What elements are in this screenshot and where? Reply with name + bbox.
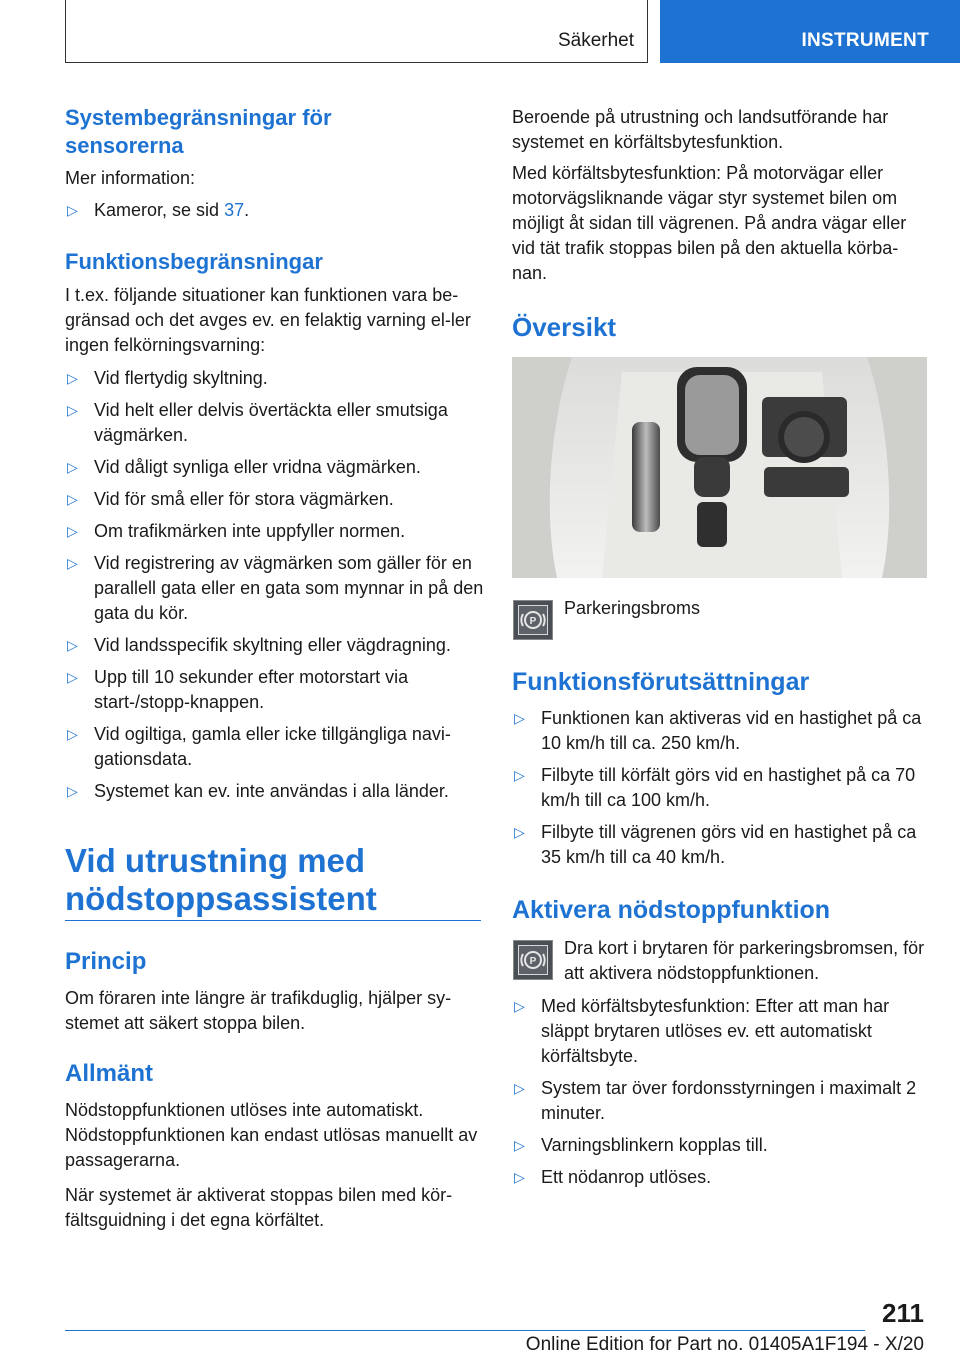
triangle-bullet-icon: ▷	[67, 523, 78, 539]
activate-instruction-text: Dra kort i brytaren för parkeringsbromsen, för att aktivera nödstoppfunktionen.	[564, 938, 925, 983]
function-limits-list	[65, 366, 485, 804]
list-item: ▷ Filbyte till körfält görs vid en hastighet på ca 70 km/h till ca 100 km/h.	[514, 765, 916, 810]
center-console-illustration	[512, 357, 927, 578]
heading-overview: Översikt	[512, 312, 617, 342]
header-chapter-tab	[660, 0, 960, 63]
triangle-bullet-icon: ▷	[67, 555, 78, 571]
triangle-bullet-icon: ▷	[514, 824, 525, 840]
principle-text: Om föraren inte längre är trafikduglig, hjälper sy-stemet att säkert stoppa bilen.	[65, 988, 452, 1033]
list-item: ▷ Systemet kan ev. inte användas i alla länder.	[65, 779, 485, 804]
page-number: 211	[882, 1298, 924, 1328]
triangle-bullet-icon: ▷	[67, 491, 78, 507]
triangle-bullet-icon: ▷	[514, 1080, 525, 1096]
svg-text:P: P	[529, 616, 537, 627]
triangle-bullet-icon: ▷	[67, 669, 78, 685]
list-item: ▷ Filbyte till vägrenen görs vid en hastighet på ca 35 km/h till ca 40 km/h.	[514, 822, 917, 867]
general-text-2: När systemet är aktiverat stoppas bilen med kör-fältsguidning i det egna körfältet.	[65, 1185, 453, 1230]
triangle-bullet-icon: ▷	[514, 1169, 525, 1185]
header-chapter-label: INSTRUMENT	[801, 30, 929, 51]
parking-brake-icon	[513, 600, 553, 640]
parking-brake-symbol-icon	[519, 946, 547, 974]
activation-effects-list	[512, 994, 926, 1190]
list-item: ▷ Varningsblinkern kopplas till.	[512, 1133, 926, 1158]
footer-divider	[65, 1330, 865, 1331]
list-item: ▷ System tar över fordonsstyrningen i maximalt 2 minuter.	[514, 1078, 917, 1123]
list-item: ▷ Med körfältsbytesfunktion: Efter att man har släppt brytaren utlöses ev. ett automatiskt körfältsbyte.	[514, 996, 890, 1066]
list-item: ▷ Vid landsspecifik skyltning eller vägdragning.	[65, 633, 485, 658]
list-item: ▷ Om trafikmärken inte uppfyller normen.	[65, 519, 485, 544]
list-item: ▷ Vid dåligt synliga eller vridna vägmärken.	[65, 455, 485, 480]
heading-function-requirements: Funktionsförutsättningar	[512, 668, 810, 696]
list-item	[65, 198, 514, 223]
triangle-bullet-icon: ▷	[514, 710, 525, 726]
requirements-list	[512, 706, 926, 870]
parking-brake-icon-frame	[518, 945, 548, 975]
heading-function-limits: Funktionsbegränsningar	[65, 249, 323, 274]
header-section-title: Säkerhet	[557, 30, 634, 51]
heading-system-limits: Systembegränsningar för sensorerna	[65, 105, 332, 158]
triangle-bullet-icon: ▷	[514, 767, 525, 783]
center-console-image	[512, 357, 927, 578]
parking-brake-icon-frame	[518, 605, 548, 635]
bullet-text: Kameror, se sid	[94, 200, 220, 220]
triangle-bullet-icon: ▷	[67, 459, 78, 475]
list-item: ▷ Ett nödanrop utlöses.	[512, 1165, 926, 1190]
list-item: ▷ Vid ogiltiga, gamla eller icke tillgängliga navi-gationsdata.	[67, 724, 451, 769]
general-text-1: Nödstoppfunktionen utlöses inte automatiskt. Nödstoppfunktionen kan endast utlösas manuellt av passagerarna.	[65, 1100, 478, 1170]
list-item: ▷ Vid flertydig skyltning.	[65, 366, 485, 391]
section-divider	[65, 920, 481, 921]
heading-general: Allmänt	[65, 1060, 154, 1087]
triangle-bullet-icon: ▷	[67, 402, 78, 418]
list-item: ▷ Vid för små eller för stora vägmärken.	[65, 487, 485, 512]
page-reference-link[interactable]: 37	[224, 200, 245, 220]
intro-text-1: Beroende på utrustning och landsutförande har systemet en körfältsbytesfunktion.	[512, 107, 889, 152]
parking-brake-symbol-icon	[519, 606, 547, 634]
heading-emergency-stop-assistant: Vid utrustning med nödstoppsassistent	[65, 842, 377, 917]
triangle-bullet-icon: ▷	[67, 637, 78, 653]
parking-brake-label: Parkeringsbroms	[564, 598, 701, 618]
function-limits-text: I t.ex. följande situationer kan funktionen vara be-gränsad och det avges ev. en felaktig varning el-ler ingen felkörningsvarning:	[65, 285, 471, 355]
triangle-bullet-icon: ▷	[514, 998, 525, 1014]
triangle-bullet-icon: ▷	[67, 783, 78, 799]
svg-text:P: P	[529, 956, 537, 967]
bullet-text-end: .	[244, 200, 250, 220]
more-info-text: Mer information:	[65, 168, 196, 188]
triangle-bullet-icon: ▷	[67, 202, 78, 218]
heading-activate-emergency-stop: Aktivera nödstoppfunktion	[512, 896, 831, 924]
triangle-bullet-icon: ▷	[67, 370, 78, 386]
list-item: ▷ Vid helt eller delvis övertäckta eller smutsiga vägmärken.	[67, 400, 448, 445]
list-item: ▷ Upp till 10 sekunder efter motorstart via start-/stopp-knappen.	[67, 667, 409, 712]
footer-edition-text: Online Edition for Part no. 01405A1F194 - X/20	[525, 1334, 924, 1355]
triangle-bullet-icon: ▷	[67, 726, 78, 742]
list-item: ▷ Vid registrering av vägmärken som gäller för en parallell gata eller en gata som mynnar in på den gata du kör.	[67, 553, 484, 623]
intro-text-2: Med körfältsbytesfunktion: På motorvägar eller motorvägsliknande vägar styr systemet bilen om möjligt åt sidan till vägrenen. På andra vägar eller vid tät trafik stoppas bilen på den aktuella körba-nan.	[512, 163, 907, 283]
parking-brake-icon	[513, 940, 553, 980]
triangle-bullet-icon: ▷	[514, 1137, 525, 1153]
heading-principle: Princip	[65, 948, 147, 975]
list-item: ▷ Funktionen kan aktiveras vid en hastighet på ca 10 km/h till ca. 250 km/h.	[514, 708, 922, 753]
